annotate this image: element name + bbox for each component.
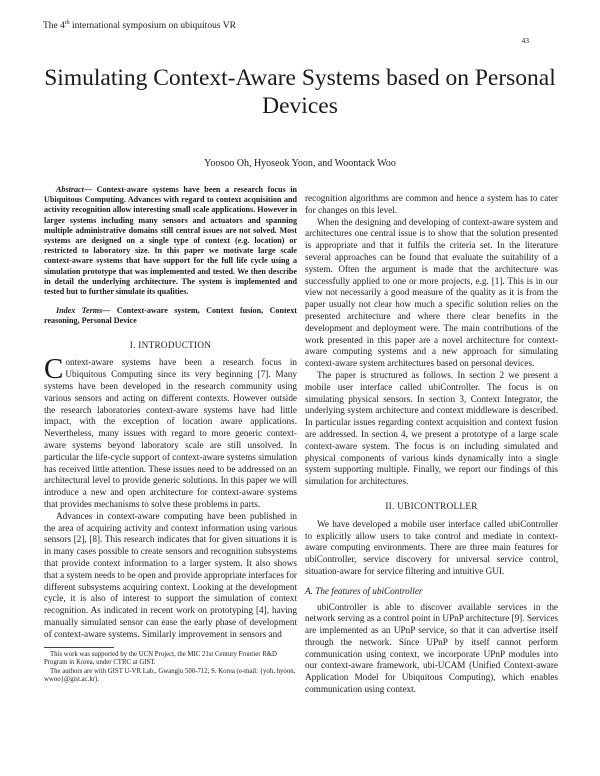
author-list: Yoosoo Oh, Hyoseok Yoon, and Woontack Woo — [204, 158, 396, 169]
index-terms: Index Terms— Context-aware system, Context fusion, Context reasoning, Personal Device — [44, 306, 297, 326]
intro-paragraph-1: Context-aware systems have been a research focus in Ubiquitous Computing since its very beginning [7]. Many systems have been developed in the research community using various sensors and acting on different contexts. However outside the research laboratories context-aware systems have had little impact, with the exception of location aware applications. Nevertheless, many issues with regard to more generic context-aware systems beyond laboratory scale are still unsolved. In particular the life-cycle support of context-aware systems simulation has received little attention. These issues need to be addressed on an architectural level to provide generic solutions. In this paper we will introduce a new and open architecture for context-aware systems that provides mechanisms to solve these problems in parts. — [44, 353, 297, 509]
paper-title: Simulating Context-Aware Systems based on Personal Devices — [44, 65, 556, 119]
footnote-divider — [44, 647, 114, 648]
running-head: The 4th international symposium on ubiquitous VR — [43, 19, 236, 31]
left-column — [44, 185, 297, 685]
intro-paragraph-2: Advances in context-aware computing have been published in the area of acquiring activity and context information using various sensors [2], [8]. This research indicates that for given situations it is in many cases possible to create sensors and recognition subsystems that provide context information to a larger system. It also shows that a system needs to be open and provide appropriate interfaces for different subsystems acquiring context. Looking at the development cycle, it is also of interest to support the simulation of context recognition. As indicated in recent work on prototyping [4], having manually simulated sensor can ease the early phase of development of context-aware systems. Similarly improvement in sensors and — [44, 510, 297, 639]
footnote-affiliation: The authors are with GIST U-VR Lab., Gwangju 500-712, S. Korea (e-mail: {yoh, hyoon, wwoo}@gist.ac.kr). — [44, 667, 296, 684]
drop-cap: C — [44, 353, 64, 386]
abstract-text: Context-aware systems have been a research focus in Ubiquitous Computing. Advances with regard to context acquisition and activity recognition allow interesting small scale applications. However in larger systems including many sensors and actuators and spanning multiple administrative domains still central issues are not solved. Most systems are designed on a single type of context (e.g. location) or restricted to laboratory size. In this paper we motivate large scale context-aware systems that have support for the full life cycle using a simulation prototype that was implemented and tested. We then describe in detail the underlying architecture. The system is implemented and tested but to further simulate its qualities. — [44, 185, 297, 297]
index-terms-text: Context-aware system, Context fusion, Context reasoning, Personal Device — [44, 306, 297, 326]
ubicontroller-paragraph-1: We have developed a mobile user interface called ubiController to explicitly allow users to take control and mediate in context-aware computing environments. There are three main features for ubiController, service discovery for universal service control, situation-aware for service filtering and intuitive GUI. — [305, 518, 558, 576]
page-number: 43 — [521, 36, 529, 45]
abstract: Abstract— Context-aware systems have been a research focus in Ubiquitous Computing. Advances with regard to context acquisition and activity recognition allow interesting small scale applications. However in larger systems including many sensors and actuators and spanning multiple administrative domains still central issues are not solved. Most systems are designed on a single type of context (e.g. location) or restricted to laboratory size. In this paper we motivate large scale context-aware systems that have support for the full life cycle using a simulation prototype that was implemented and tested. We then describe in detail the underlying architecture. The system is implemented and tested but to further simulate its qualities. — [44, 185, 297, 297]
subsection-heading-features: A. The features of ubiController — [305, 585, 423, 596]
intro-paragraph-5: The paper is structured as follows. In section 2 we present a mobile user interface called ubiController. The focus is on simulating physical sensors. In section 3, Context Integrator, the underlying system architecture and context middleware is described. In particular issues regarding context acquisition and context fusion are addressed. In section 4, we present a prototype of a large scale context-aware system. The focus is on including simulated and physical components of various kinds dynamically into a single system supporting multiple. Finally, we report our findings of this simulation for architectures. — [305, 369, 558, 487]
intro-paragraph-3: recognition algorithms are common and hence a system has to cater for changes on this level. — [305, 193, 558, 215]
section-heading-introduction: I. INTRODUCTION — [129, 339, 212, 350]
footnote — [44, 651, 297, 685]
footnote-funding: This work was supported by the UCN Project, the MIC 21st Century Frontier R&D Program in Korea, under CTRC at GIST. — [44, 650, 277, 667]
intro-paragraph-4: When the designing and developing of context-aware system and architectures one central issue is to show that the solution presented is appropriate and that it fulfils the criteria set. In the literature several approaches can be found that evaluate the suitability of a system. Often the argument is made that the architecture was successfully applied to one or more projects, e.g. [1]. This is in our view not necessarily a good measure of the quality as it is from the paper usually not clear how much a specific solution relies on the presented architecture and where there clear benefits in the development and deployment were. The main contributions of the work presented in this paper are a novel architecture for context-aware computing systems and a new approach for simulating context-aware system architectures based on personal devices. — [305, 216, 558, 369]
abstract-label: Abstract — [56, 185, 84, 194]
section-heading-ubicontroller: II. UBICONTROLLER — [385, 500, 478, 511]
right-column — [305, 193, 558, 696]
index-terms-label: Index Terms — [56, 306, 103, 316]
ubicontroller-paragraph-2: ubiController is able to discover available services in the network serving as a control point in UPnP architecture [9]. Services are implemented as an UPnP service, so that it can advertise itself through the network. Since UPnP by itself cannot perform communication using context, we incorporate UPnP modules into our context-aware framework, ubi-UCAM (Unified Context-aware Application Model for Ubiquitous Computing), which enables communication using context. — [305, 601, 558, 695]
